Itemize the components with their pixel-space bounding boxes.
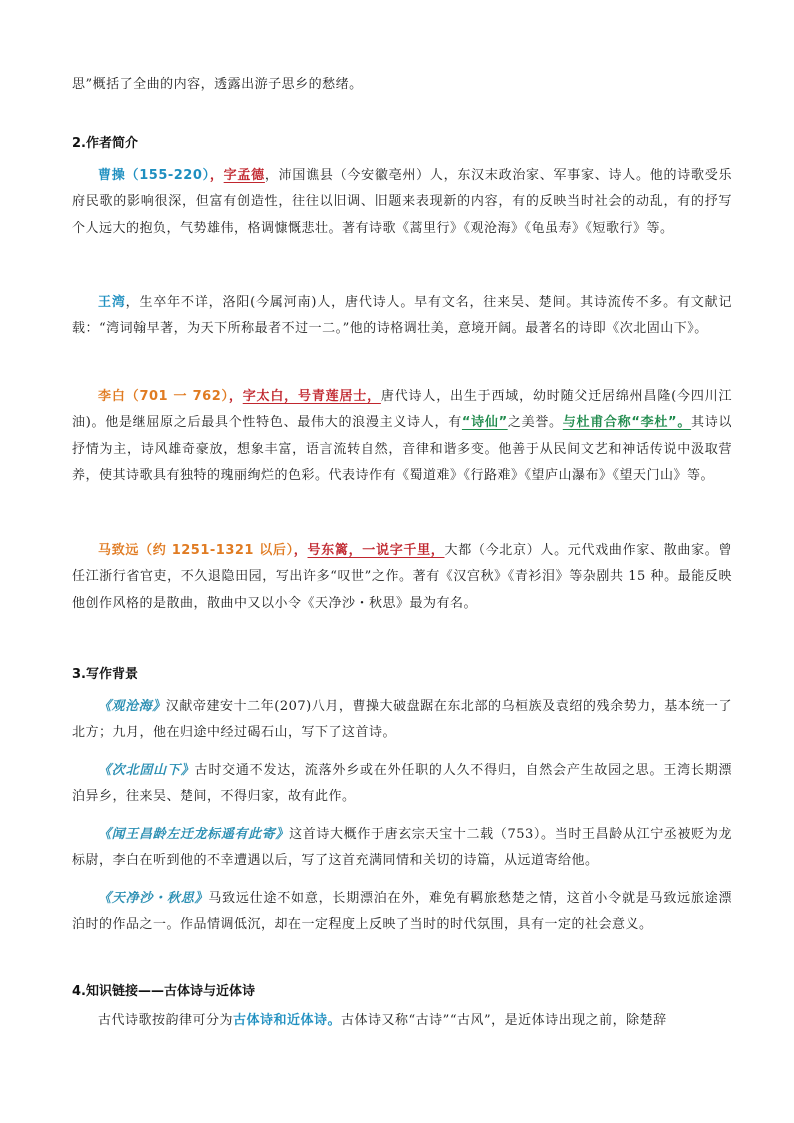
- author-paragraph-ma: [72, 538, 732, 617]
- author-bio-li-2: 之美誉。: [507, 415, 563, 431]
- separator: ，: [209, 168, 224, 183]
- author-name-cao: 曹操（155-220）: [98, 168, 210, 183]
- author-paragraph-li: [72, 384, 732, 490]
- background-text-wen: 这首诗大概作于唐玄宗天宝十二载（753）。当时王昌龄从江宁丞被贬为龙标尉，李白在听到他的不幸遭遇以后，写了这首充满同情和关切的诗篇，从远道寄给他。: [72, 827, 732, 869]
- section-heading-knowledge: 4.知识链接——古体诗与近体诗: [72, 984, 255, 999]
- poem-title-wen: 《闻王昌龄左迁龙标遥有此寄》: [98, 827, 290, 842]
- background-text-ci: 古时交通不发达，流落外乡或在外任职的人久不得归，自然会产生故园之思。王湾长期漂泊异乡，往来吴、楚间，不得归家，故有此作。: [72, 763, 732, 805]
- separator: ，: [293, 543, 308, 558]
- author-bio-cao: ，沛国谯县（今安徽亳州）人，东汉末政治家、军事家、诗人。他的诗歌受乐府民歌的影响很深，但富有创造性，往往以旧调、旧题来表现新的内容，有的反映当时社会的动乱，有的抒写个人远大的抱负，气势雄伟，格调慷慨悲壮。著有诗歌《蒿里行》《观沧海》《龟虽寿》《短歌行》等。: [72, 168, 732, 236]
- knowledge-highlight: 古体诗和近体诗。: [233, 1013, 342, 1028]
- author-name-li: 李白（701 一 762）: [98, 389, 229, 404]
- poem-title-guan: 《观沧海》: [98, 699, 166, 714]
- background-text-guan: 汉献帝建安十二年(207)八月，曹操大破盘踞在东北部的乌桓族及袁绍的残余势力，基本统一了北方；九月，他在归途中经过碣石山，写下了这首诗。: [72, 699, 732, 741]
- poem-title-ci: 《次北固山下》: [98, 763, 195, 778]
- section-heading-background: 3.写作背景: [72, 667, 138, 682]
- author-bio-li-3: 其诗以抒情为主，诗风雄奇豪放，想象丰富，语言流转自然，音律和谐多变。他善于从民间文艺和神话传说中汲取营养，使其诗歌具有独特的瑰丽绚烂的色彩。代表诗作有《蜀道难》《行路难》《望庐山瀑布》《望天门山》等。: [72, 415, 732, 484]
- author-name-ma: 马致远（约 1251-1321 以后）: [98, 543, 294, 558]
- intro-paragraph: [72, 72, 732, 98]
- knowledge-text-a: 古代诗歌按韵律可分为: [98, 1013, 234, 1028]
- author-bio-li-1: 唐代诗人，出生于西域，幼时随父迁居绵州昌隆(今四川江油)。他是继屈原之后最具个性特色、最伟大的浪漫主义诗人，有: [72, 389, 732, 431]
- background-paragraph-guan: [72, 694, 732, 747]
- libai-du-note: 与杜甫合称“李杜”。: [562, 415, 692, 431]
- background-paragraph-tian: [72, 886, 732, 939]
- author-paragraph-cao: [72, 163, 732, 242]
- background-paragraph-wen: [72, 822, 732, 875]
- shixian-title: “诗仙”: [461, 415, 508, 431]
- background-paragraph-ci: [72, 758, 732, 811]
- author-courtesy-ma: 号东篱，一说字千里，: [307, 543, 445, 558]
- knowledge-paragraph: [72, 1008, 732, 1035]
- section-heading-author: 2.作者简介: [72, 136, 138, 151]
- author-bio-ma: 大都（今北京）人。元代戏曲作家、散曲家。曾任江浙行省官吏，不久退隐田园，写出许多“叹世”之作。著有《汉宫秋》《青衫泪》等杂剧共 15 种。最能反映他创作风格的是散曲，散曲中又以小令《天净沙・秋思》最为有名。: [72, 543, 732, 611]
- knowledge-text-c: 古体诗又称“古诗”“古风”，是近体诗出现之前，除楚辞: [341, 1013, 667, 1028]
- author-courtesy-cao: 字孟德: [223, 168, 265, 183]
- author-name-wang: 王湾: [98, 295, 126, 310]
- separator: ，: [228, 389, 243, 404]
- background-text-tian: 马致远仕途不如意，长期漂泊在外，难免有羁旅愁楚之情，这首小令就是马致远旅途漂泊时的作品之一。作品情调低沉，却在一定程度上反映了当时的时代氛围，具有一定的社会意义。: [72, 891, 732, 933]
- intro-text: 思”概括了全曲的内容，透露出游子思乡的愁绪。: [72, 77, 363, 92]
- poem-title-tian: 《天净沙・秋思》: [98, 891, 209, 906]
- author-courtesy-li: 字太白，号青莲居士，: [242, 389, 381, 404]
- author-paragraph-wang: [72, 290, 732, 343]
- author-bio-wang: ，生卒年不详，洛阳(今属河南)人，唐代诗人。早有文名，往来吴、楚间。其诗流传不多。有文献记载：“湾词翰早著，为天下所称最者不过一二。”他的诗格调壮美，意境开阔。最著名的诗即《次北固山下》。: [72, 295, 732, 337]
